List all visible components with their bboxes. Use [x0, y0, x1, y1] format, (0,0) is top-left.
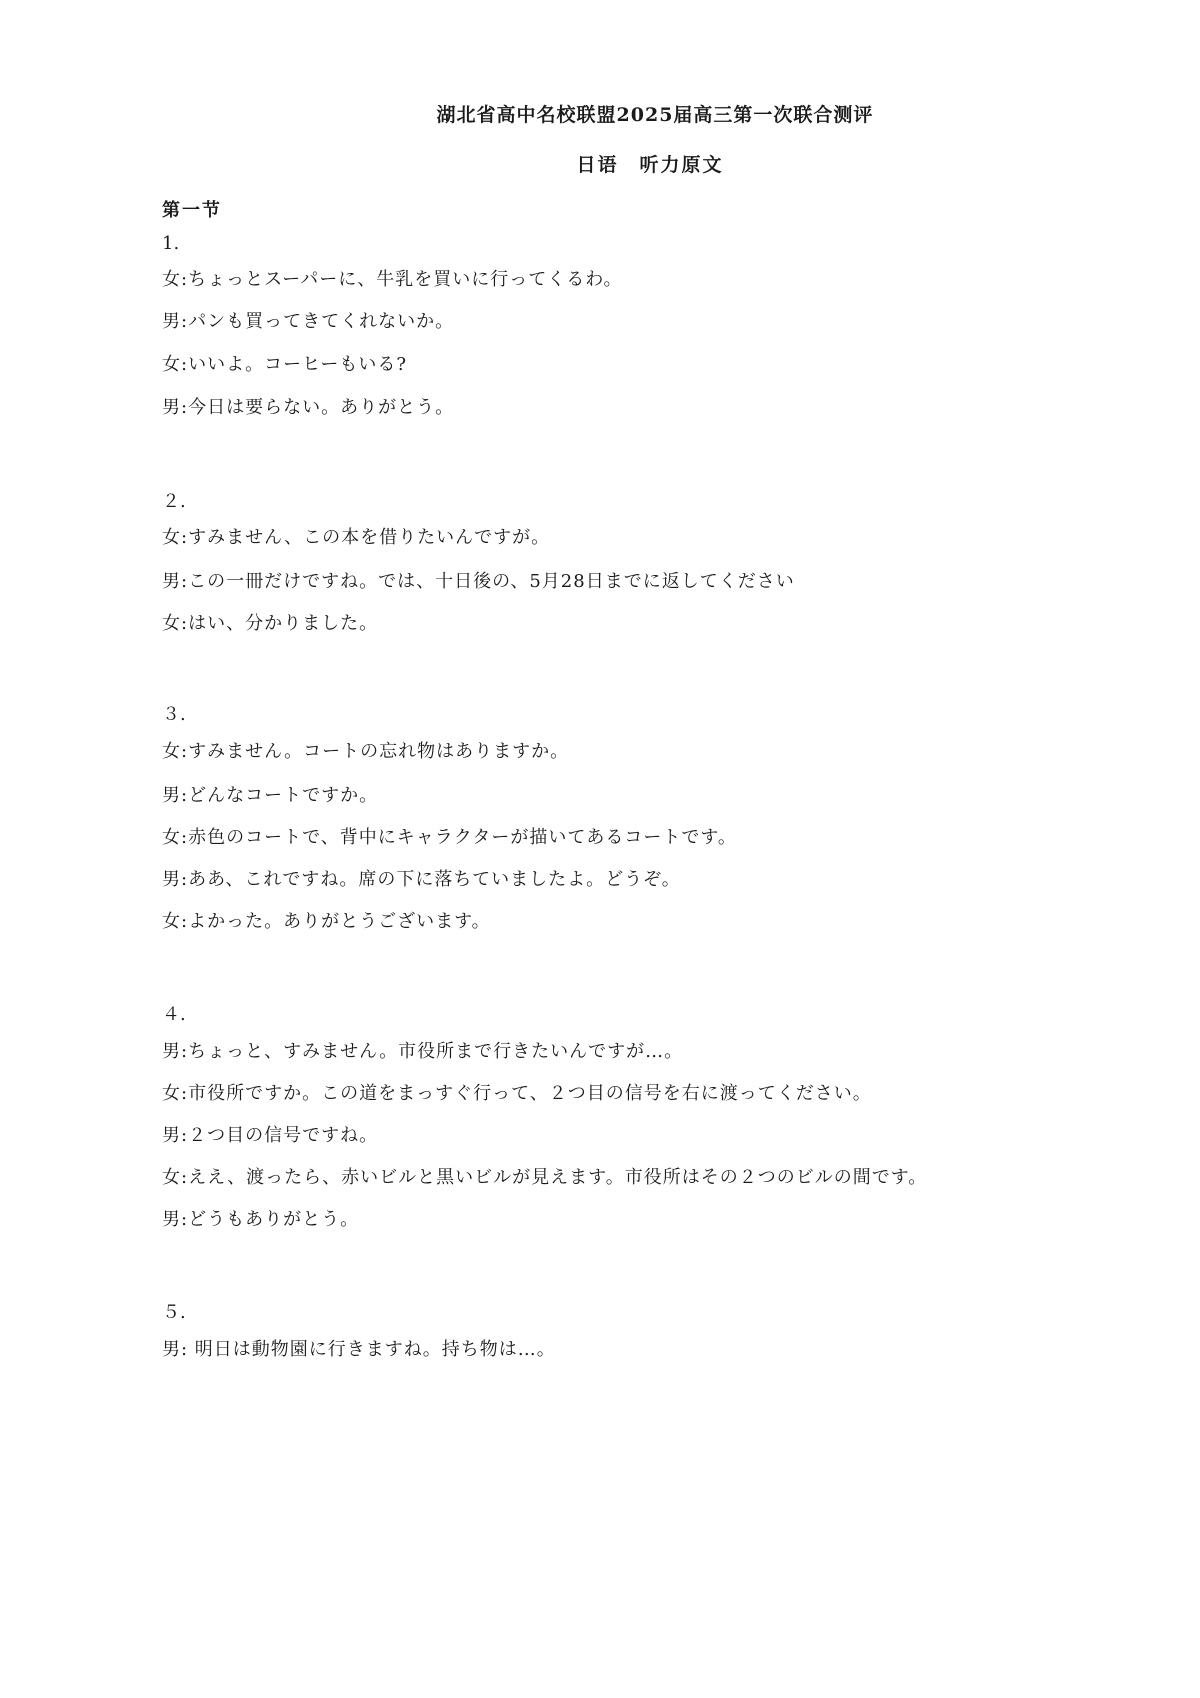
question-number: ５. — [162, 1302, 186, 1323]
document-title: 湖北省高中名校联盟2025届高三第一次联合测评 — [436, 104, 874, 126]
dialogue-line: 女:赤色のコートで、背中にキャラクターが描いてあるコートです。 — [162, 827, 737, 848]
dialogue-line: 女:いいよ。コーヒーもいる? — [162, 354, 407, 375]
dialogue-line: 女:ええ、渡ったら、赤いビルと黒いビルが見えます。市役所はその２つのビルの間です。 — [162, 1167, 928, 1188]
dialogue-line: 男:ああ、これですね。席の下に落ちていましたよ。どうぞ。 — [162, 869, 681, 890]
dialogue-line: 女:ちょっとスーパーに、牛乳を買いに行ってくるわ。 — [162, 269, 623, 290]
dialogue-line: 男:どうもありがとう。 — [162, 1209, 360, 1230]
document-subtitle: 日语 听力原文 — [576, 154, 724, 176]
question-number: 1. — [162, 233, 180, 254]
dialogue-line: 男:ちょっと、すみません。市役所まで行きたいんですが…。 — [162, 1041, 684, 1062]
dialogue-line: 男:パンも買ってきてくれないか。 — [162, 311, 455, 332]
dialogue-line: 女:はい、分かりました。 — [162, 613, 379, 634]
dialogue-line: 女:すみません。コートの忘れ物はありますか。 — [162, 741, 570, 762]
dialogue-line: 女:よかった。ありがとうございます。 — [162, 911, 491, 932]
dialogue-line: 女:市役所ですか。この道をまっすぐ行って、２つ目の信号を右に渡ってください。 — [162, 1083, 872, 1104]
dialogue-line: 男:２つ目の信号ですね。 — [162, 1125, 379, 1146]
question-number: ４. — [162, 1004, 186, 1025]
section-label: 第一节 — [162, 200, 222, 221]
dialogue-line: 女:すみません、この本を借りたいんですが。 — [162, 527, 551, 548]
question-number: ２. — [162, 491, 186, 512]
question-number: ３. — [162, 704, 186, 725]
dialogue-line: 男:今日は要らない。ありがとう。 — [162, 397, 455, 418]
dialogue-line: 男: 明日は動物園に行きますね。持ち物は…。 — [162, 1339, 556, 1360]
dialogue-line: 男:どんなコートですか。 — [162, 785, 379, 806]
dialogue-line: 男:この一冊だけですね。では、十日後の、5月28日までに返してください — [162, 571, 795, 592]
